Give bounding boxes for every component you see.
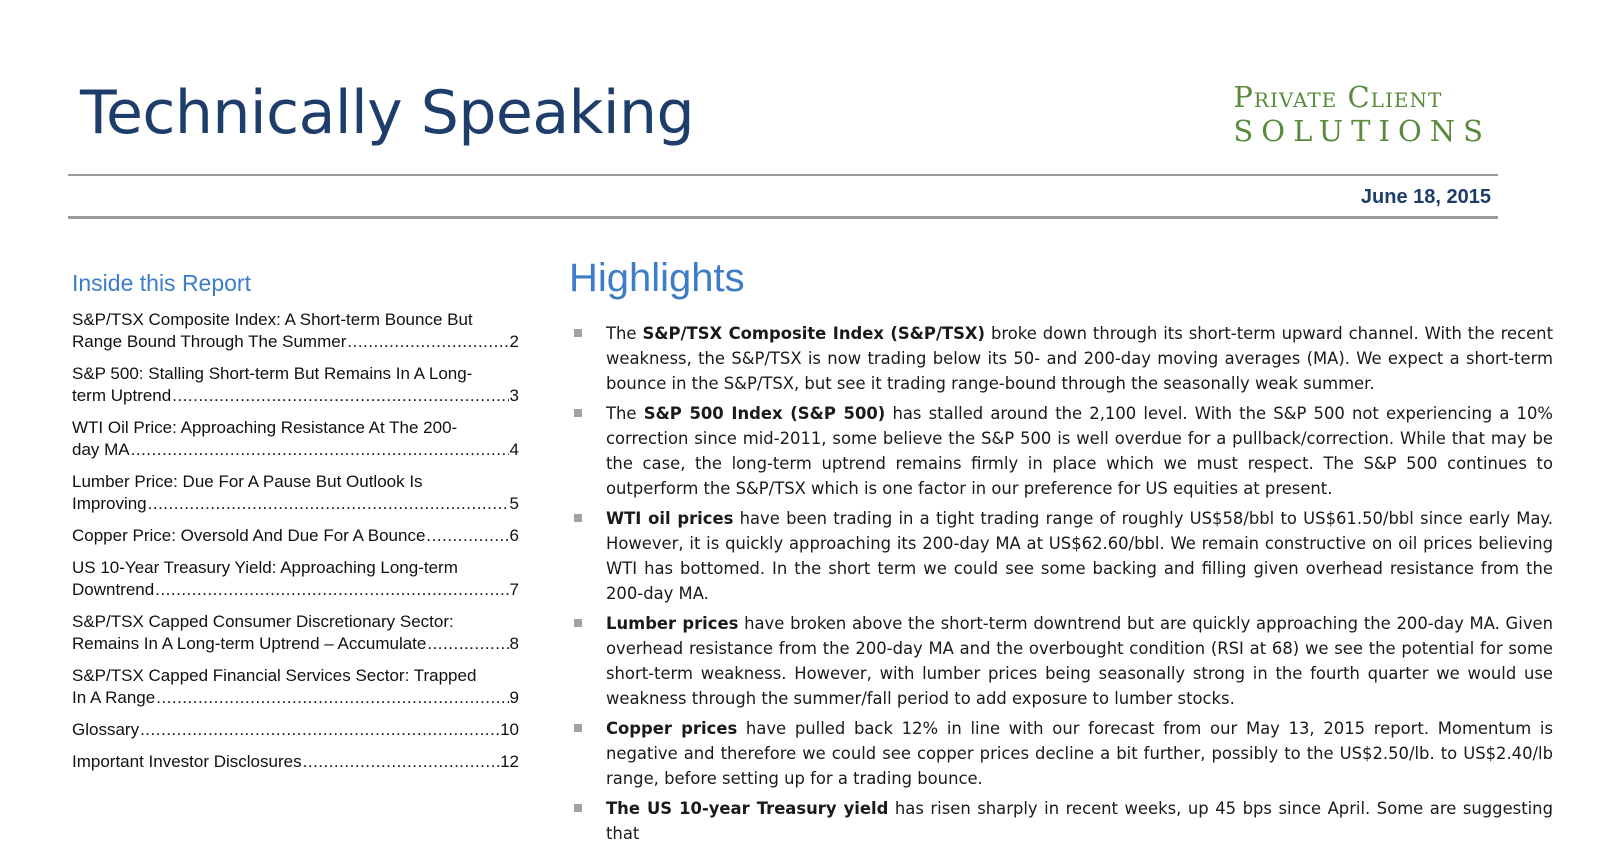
highlight-subject: The US 10-year Treasury yield — [606, 799, 889, 818]
bullet-square-icon — [574, 804, 582, 812]
report-date: June 18, 2015 — [1360, 186, 1491, 208]
highlight-subject: Lumber prices — [606, 614, 739, 633]
toc-item-line2: Copper Price: Oversold And Due For A Bounce — [72, 526, 426, 545]
toc-item[interactable] — [72, 525, 519, 547]
highlights-list — [569, 321, 1553, 851]
bullet-square-icon — [574, 514, 582, 522]
bullet-square-icon — [574, 724, 582, 732]
toc-item-line1: WTI Oil Price: Approaching Resistance At The 200- — [72, 418, 458, 437]
toc-page-number: 3 — [509, 386, 519, 405]
toc-leader — [426, 525, 508, 547]
toc-item[interactable] — [72, 751, 519, 773]
table-of-contents — [72, 309, 519, 783]
highlight-bullet — [569, 716, 1553, 791]
toc-leader — [303, 751, 499, 773]
toc-item-line1: S&P/TSX Capped Consumer Discretionary Sector: — [72, 612, 454, 631]
toc-page-number: 9 — [509, 688, 519, 707]
highlight-bullet: The S&P 500 Index (S&P 500) has stalled around the 2,100 level. With the S&P 500 not experiencing a 10% correction since mid-2011, some believe the S&P 500 is well overdue for a pullback/correction. While that may be the case, the long-term uptrend remains firmly in place which we must respect. The S&P 500 continues to outperform the S&P/TSX which is one factor in our preference for US equities at present. — [569, 401, 1553, 501]
toc-page-number: 5 — [509, 494, 519, 513]
toc-leader — [156, 687, 508, 709]
toc-item-line2: Downtrend — [72, 580, 155, 599]
toc-page-number: 8 — [509, 634, 519, 653]
highlight-text: broke down through its short-term upward channel. With the recent weakness, the S&P/TSX is now trading below its 50- and 200-day moving averages (MA). We expect a short-term bounce in the S&P/TSX, but see it trading range-bound through the seasonally weak summer. — [606, 324, 1554, 393]
toc-page-number: 2 — [509, 332, 519, 351]
highlight-text: have been trading in a tight trading range of roughly US$58/bbl to US$61.50/bbl since early May. However, it is quickly approaching its 200-day MA at US$62.60/bbl. We remain constructive on oil prices believing WTI has bottomed. In the short term we could see some backing and filling given overhead resistance from the 200-day MA. — [606, 509, 1554, 603]
toc-item[interactable] — [72, 309, 519, 353]
highlight-text: have broken above the short-term downtrend but are quickly approaching the 200-day MA. Given overhead resistance from the 200-day MA and the overbought condition (RSI at 68) we see the potential for some short-term weakness. However, with lumber prices being seasonally strong in the fourth quarter we would use weakness through the summer/fall period to add exposure to lumber stocks. — [606, 614, 1553, 708]
toc-item-line2: day MA — [72, 440, 130, 459]
highlight-subject: S&P 500 Index (S&P 500) — [643, 404, 886, 423]
highlight-subject: S&P/TSX Composite Index (S&P/TSX) — [642, 324, 986, 343]
toc-page-number: 7 — [509, 580, 519, 599]
highlight-bullet: The S&P/TSX Composite Index (S&P/TSX) broke down through its short-term upward channel. With the recent weakness, the S&P/TSX is now trading below its 50- and 200-day moving averages (MA). We expect a short-term bounce in the S&P/TSX, but see it trading range-bound through the seasonally weak summer. — [569, 321, 1553, 396]
toc-item-line2: Remains In A Long-term Uptrend – Accumulate — [72, 634, 427, 653]
toc-item[interactable] — [72, 719, 519, 741]
toc-item-line1: S&P 500: Stalling Short-term But Remains In A Long- — [72, 364, 473, 383]
toc-heading: Inside this Report — [72, 270, 251, 296]
toc-item-line1: Lumber Price: Due For A Pause But Outlook Is — [72, 472, 423, 491]
toc-page-number: 6 — [509, 526, 519, 545]
highlight-text: has stalled around the 2,100 level. With the S&P 500 not experiencing a 10% correction since mid-2011, some believe the S&P 500 is well overdue for a pullback/correction. While that may be the case, the long-term uptrend remains firmly in place which we must respect. The S&P 500 continues to outperform the S&P/TSX which is one factor in our preference for US equities at present. — [606, 404, 1553, 498]
toc-leader — [172, 385, 508, 407]
brand-line-2: SOLUTIONS — [1233, 114, 1491, 148]
toc-leader — [155, 579, 508, 601]
toc-item-line2: Important Investor Disclosures — [72, 752, 302, 771]
toc-item-line2: In A Range — [72, 688, 156, 707]
toc-item-line2: term Uptrend — [72, 386, 172, 405]
toc-leader — [131, 439, 509, 461]
header-divider-top — [68, 174, 1498, 176]
toc-item[interactable] — [72, 363, 519, 407]
toc-page-number: 10 — [500, 720, 519, 739]
toc-leader — [427, 633, 508, 655]
toc-item-line1: S&P/TSX Capped Financial Services Sector: Trapped — [72, 666, 477, 685]
toc-item-line1: S&P/TSX Composite Index: A Short-term Bounce But — [72, 310, 473, 329]
toc-item[interactable] — [72, 665, 519, 709]
highlight-subject: WTI oil prices — [606, 509, 734, 528]
toc-page-number: 12 — [500, 752, 519, 771]
report-title: Technically Speaking — [80, 78, 695, 148]
bullet-square-icon — [574, 619, 582, 627]
bullet-square-icon — [574, 409, 582, 417]
highlight-text: has risen sharply in recent weeks, up 45 bps since April. Some are suggesting that — [606, 799, 1553, 843]
highlights-heading: Highlights — [569, 256, 745, 300]
toc-item-line2: Range Bound Through The Summer — [72, 332, 347, 351]
toc-item[interactable] — [72, 557, 519, 601]
toc-leader — [148, 493, 509, 515]
brand-line-1: Private Client — [1233, 80, 1443, 114]
toc-item[interactable] — [72, 611, 519, 655]
toc-item-line2: Glossary — [72, 720, 140, 739]
highlight-bullet — [569, 796, 1553, 846]
highlight-text: have pulled back 12% in line with our forecast from our May 13, 2015 report. Momentum is negative and therefore we could see copper prices decline a bit further, possibly to the US$2.50/lb. to US$2.40/lb range, before setting up for a trading bounce. — [606, 719, 1553, 788]
toc-leader — [347, 331, 508, 353]
toc-item-line1: US 10-Year Treasury Yield: Approaching Long-term — [72, 558, 458, 577]
toc-page-number: 4 — [509, 440, 519, 459]
highlight-subject: Copper prices — [606, 719, 738, 738]
toc-leader — [140, 719, 499, 741]
toc-item-line2: Improving — [72, 494, 147, 513]
bullet-square-icon — [574, 329, 582, 337]
brand-logo — [1233, 80, 1491, 148]
toc-item[interactable] — [72, 417, 519, 461]
highlight-bullet — [569, 506, 1553, 606]
toc-item[interactable] — [72, 471, 519, 515]
highlight-bullet — [569, 611, 1553, 711]
header-divider-bottom — [68, 216, 1498, 219]
